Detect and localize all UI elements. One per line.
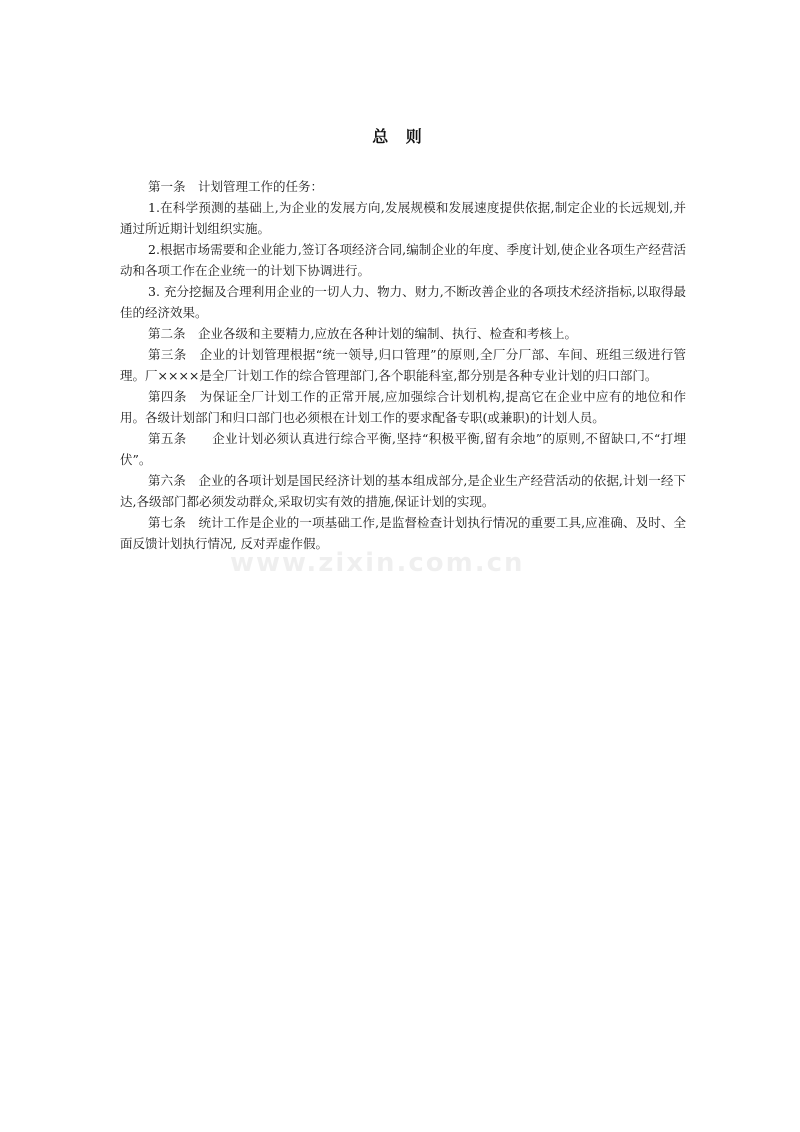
article-1-item-3: 3. 充分挖掘及合理利用企业的一切人力、物力、财力,不断改善企业的各项技术经济指标,以取得最佳的经济效果。 <box>120 284 686 320</box>
article-1-item-2: 2.根据市场需要和企业能力,签订各项经济合同,编制企业的年度、季度计划,使企业各项生产经营活动和各项工作在企业统一的计划下协调进行。 <box>120 242 686 278</box>
article-4: 第四条 为保证全厂计划工作的正常开展,应加强综合计划机构,提高它在企业中应有的地位和作用。各级计划部门和归口部门也必须根在计划工作的要求配备专职(或兼职)的计划人员。 <box>120 389 686 425</box>
article-7: 第七条 统计工作是企业的一项基础工作,是监督检查计划执行情况的重要工具,应准确、及时、全面反馈计划执行情况, 反对弄虚作假。 <box>120 515 686 551</box>
article-3: 第三条 企业的计划管理根据“统一领导,归口管理”的原则,全厂分厂部、车间、班组三级进行管理。厂××××是全厂计划工作的综合管理部门,各个职能科室,都分别是各种专业计划的归口部门。 <box>120 347 686 383</box>
watermark: www.zixin.com.cn <box>230 548 525 578</box>
article-1-item-1: 1.在科学预测的基础上,为企业的发展方向,发展规模和发展速度提供依据,制定企业的长远规划,并通过所近期计划组织实施。 <box>120 200 686 236</box>
article-2: 第二条 企业各级和主要精力,应放在各种计划的编制、执行、检查和考核上。 <box>148 326 577 341</box>
article-1-heading: 第一条 计划管理工作的任务： <box>148 179 324 194</box>
article-6: 第六条 企业的各项计划是国民经济计划的基本组成部分,是企业生产经营活动的依据,计划一经下达,各级部门都必须发动群众,采取切实有效的措施,保证计划的实现。 <box>120 473 686 509</box>
page-title: 总 则 <box>372 127 428 146</box>
article-5: 第五条 企业计划必须认真进行综合平衡,坚持“积极平衡,留有余地”的原则,不留缺口,不“打埋伏”。 <box>120 431 686 467</box>
document-body <box>120 176 686 554</box>
